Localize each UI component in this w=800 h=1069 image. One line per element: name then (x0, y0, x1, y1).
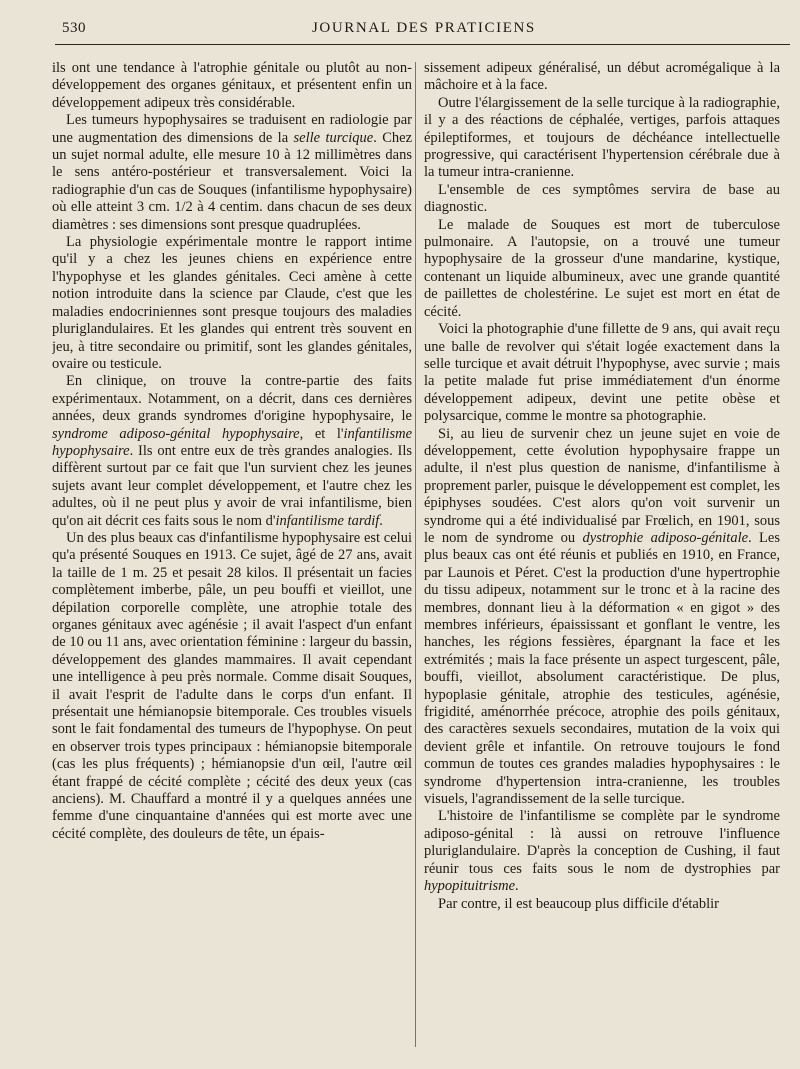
page-header (0, 0, 800, 52)
text-run: En clinique, on trouve la contre-partie des faits expérimentaux. Notamment, on a décrit, dans ces dernières années, deux grands syndromes d'origine hypophysaire, le (52, 373, 412, 425)
paragraph: Un des plus beaux cas d'infantilisme hypophysaire est celui qu'a présenté Souques en 1913. Ce sujet, âgé de 27 ans, avait la taille de 1 m. 25 et pesait 28 kilos. Il présentait un facies complètement imberbe, pâle, un peu bouffi et vieillot, une dépilation corporelle complète, une atrophie totale des organes génitaux avec agénésie ; il avait l'aspect d'un enfant de 10 ou 11 ans, avec orientation féminine : largeur du bassin, développement des glandes mammaires. Il avait cependant une intelligence à peu près normale. Comme disait Souques, il avait l'esprit de l'adulte dans le corps d'un enfant. Il présentait une hémianopsie bitemporale. Ces troubles visuels sont le fait fondamental des tumeurs de l'hypophyse. On peut en observer trois types principaux : hémianopsie bitemporale (cas les plus fréquents) ; hémianopsie d'un œil, l'autre œil étant frappé de cécité complète ; cécité des deux yeux (cas anciens). M. Chauffard a montré il y a quelques années une femme d'une cinquantaine d'années qui est morte avec une cécité complète, des douleurs de tête, un épais- (52, 529, 412, 842)
text-run: . (379, 512, 383, 529)
paragraph: Par contre, il est beaucoup plus difficile d'établir (438, 895, 719, 912)
text-run: . Ils ont entre eux de très grandes analogies. Ils diffèrent surtout par ce fait que l'un survient chez les jeunes sujets avant leur complet développement, et l'autre chez les adultes, où il ne peut plus y avoir de vrai infantilisme, bien qu'on ait décrit ces faits sous le nom d' (52, 442, 412, 529)
text-run: , et l' (299, 425, 344, 442)
paragraph (424, 426, 780, 809)
italic-term: selle turcique (293, 129, 374, 146)
italic-term: hypopituitrisme (424, 878, 516, 895)
paragraph (52, 112, 412, 234)
italic-term: syndrome adiposo-génital hypophysaire (52, 425, 300, 442)
paragraph: L'ensemble de ces symptômes servira de base au diagnostic. (424, 181, 780, 216)
paragraph: La physiologie expérimentale montre le rapport intime qu'il y a chez les jeunes chiens en expérience entre l'hypophyse et les glandes génitales. Ceci amène à cette notion introduite dans la science par Claude, c'est que les maladies endocriniennes sont presque toujours des maladies pluriglandulaires. Et les glandes qui entrent très souvent en jeu, à titre secondaire ou primitif, sont les glandes génitales, ovaire ou testicule. (52, 234, 412, 372)
paragraph: sissement adipeux généralisé, un début acromégalique à la mâchoire et à la face. (424, 60, 780, 94)
paragraph: ils ont une tendance à l'atrophie génitale ou plutôt au non-développement des organes génitaux, et présentent enfin un développement adipeux très considérable. (52, 60, 412, 111)
paragraph (424, 808, 780, 895)
right-column (424, 60, 780, 1060)
text-run: L'histoire de l'infantilisme se complète par le syndrome adiposo-génital : là aussi on retrouve l'influence pluriglandulaire. D'après la conception de Cushing, il faut réunir tous ces faits sous le nom de dystrophies par (424, 808, 780, 877)
left-column (52, 60, 412, 1060)
running-title: JOURNAL DES PRATICIENS (312, 20, 536, 36)
text-run: Si, au lieu de survenir chez un jeune sujet en voie de développement, cette évolution hypophysaire frappe un adulte, il n'est plus question de nanisme, d'infantilisme à proprement parler, puisque le développement est complet, les épiphyses soudées. C'est alors qu'on voit survenir un syndrome qui a été individualisé par Frœlich, en 1901, sous le nom de syndrome ou (424, 425, 780, 546)
paragraph: Outre l'élargissement de la selle turcique à la radiographie, il y a des réactions de céphalée, vertiges, parfois attaques épileptiformes, et toujours de déchéance intellectuelle progressive, qui caractérisent l'hypertension cérébrale due à la tumeur intra-cranienne. (424, 94, 780, 181)
italic-term: infantilisme tardif (275, 512, 380, 529)
paragraph: Voici la photographie d'une fillette de 9 ans, qui avait reçu une balle de revolver qui s'était logée exactement dans la selle turcique et avait détruit l'hypophyse, avec survie ; mais la petite malade fut prise immédiatement d'un énorme développement adipeux, devint une petite obèse et polysarcique, comme le montre sa photographie. (424, 321, 780, 425)
text-run: . Les plus beaux cas ont été réunis et publiés en 1910, en France, par Launois et Péret. C'est la production d'une hypertrophie du tissu adipeux, notamment sur le tronc et à la racine des membres, donnant lieu à la déformation « en gigot » des membres inférieurs, épaississant et gonflant le ventre, les hanches, les régions fessières, épargnant la face et les extrémités ; mais la face présente un aspect turgescent, pâle, bouffi, vieillot, absolument caractéristique. De plus, hypoplasie génitale, atrophie des testicules, agénésie, frigidité, aménorrhée précoce, atrophie des poils génitaux, des caractères sexuels secondaires, mutation de la voix qui devient grêle et infantile. On retrouve toujours le fond commun de toutes ces grandes maladies hypophysaires : le syndrome d'hypertension intra-cranienne, les troubles visuels, l'agrandissement de la selle turcique. (424, 529, 780, 808)
italic-term: dystrophie adiposo-génitale (582, 529, 749, 546)
text-run: . (515, 878, 519, 895)
text-run: Les tumeurs hypophysaires se traduisent en radiologie par une augmentation des dimensions de la (52, 112, 412, 146)
header-rule (55, 44, 790, 45)
paragraph (52, 373, 412, 530)
paragraph: Le malade de Souques est mort de tuberculose pulmonaire. A l'autopsie, on a trouvé une tumeur hypophysaire de la grosseur d'une mandarine, kystique, contenant un liquide albumineux, avec une grande quantité de paillettes de cholestérine. Le sujet est mort en état de cécité. (424, 216, 780, 320)
italic-term: infantilisme hypophysaire (52, 425, 412, 459)
page-number: 530 (62, 20, 86, 36)
text-run: . Chez un sujet normal adulte, elle mesure 10 à 12 millimètres dans le sens antéro-postérieur et transversalement. Voici la radiographie d'un cas de Souques (infantilisme hypophysaire) où elle atteint 3 cm. 1/2 à 4 centim. dans chacun de ses deux diamètres : ses dimensions sont presque quadruplées. (52, 129, 412, 233)
column-divider (415, 62, 416, 1047)
